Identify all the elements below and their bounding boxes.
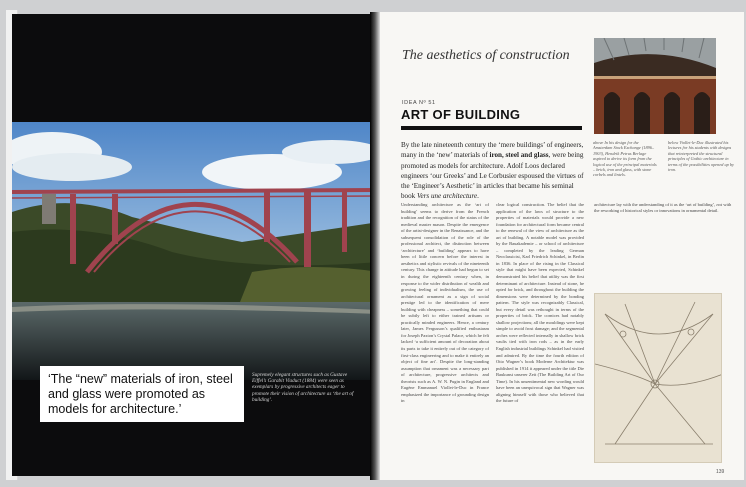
idea-label: IDEA Nº 51	[402, 100, 436, 106]
intro-text: By the late nineteenth century the ‘mere buildings’ of engineers, many in the ‘new’ materials of	[401, 141, 584, 160]
viaduct-photo	[12, 122, 379, 380]
viaduct-caption: Supremely elegant structures such as Gustave Eiffel’s Garabit Viaduct (1884) were seen as exemplars by progressive architects eager to promote their vision of architecture as ‘the art of building’.	[252, 372, 354, 403]
stock-exchange-photo	[594, 38, 716, 134]
open-book	[6, 6, 744, 484]
intro-bold-materials: iron, steel and glass	[489, 151, 549, 160]
article-title: ART OF BUILDING	[401, 107, 521, 122]
left-page	[12, 14, 379, 476]
intro-book-title: Vers une architecture	[416, 192, 478, 201]
gothic-vault-drawing	[594, 293, 722, 463]
pull-quote: ‘The “new” materials of iron, steel and glass were promoted as models for architecture.’	[40, 366, 244, 422]
caption-stock-exchange: above In his design for the Amsterdam Stock Exchange (1896–1903), Hendrik Petrus Berlage aspired to derive its form from the logical use of the principal materials – brick, iron and glass, with stone corbels and lintels.	[593, 140, 657, 178]
page-number: 139	[716, 469, 725, 475]
intro-text: , were being promoted as models for architecture. Adolf Loos declared engineers ‘our Greeks’ and Le Corbusier espoused the virtues of the ‘Engineer’s Aesthetic’ in articles that became his seminal book	[401, 151, 584, 201]
intro-text: .	[477, 192, 479, 201]
body-column-a: Understanding architecture as the ‘art of building’ seems to derive from the French tradition and the recognition of the status of the medieval master mason. Despite the emergence of the artist-designer in the Renaissance, and the subsequent consolidation of the role of the professional architect, the distinction between ‘architecture’ and ‘building’ appears to have been of little concern before the interest in aesthetics and stylistic revivals of the nineteenth century. This change in attitude had begun to set in during the eighteenth century when, in response to the wider distribution of wealth and growing feeling of individualism, the use of architectural ornament as a sign of social prestige led to the identification of mere building with cheapness – something that could be subtly left to either trained artisans or practically minded engineers. Hence, a century later, James Fergusson’s qualified enthusiasm for Joseph Paxton’s Crystal Palace, which he felt lacked ‘a sufficient amount of decoration about its parts to take it entirely out of the category of first-class engineering and to make it entirely an object of fine art’. Despite the long-standing assumption that ornament was a necessary part of architecture, progressive architects and theorists such as A. W. N. Pugin in England and Eugène Emmanuel Viollet-le-Duc in France emphasized the importance of grounding design in	[401, 202, 489, 404]
caption-viollet-le-duc: below Viollet-le-Duc illustrated his lectures for his students with designs that reinterpreted the structural principles of Gothic architecture in terms of the possibilities opened up by iron.	[668, 140, 734, 173]
body-text: architecture lay with the understanding of it as the ‘art of building’,	[594, 202, 717, 207]
body-column-c	[594, 202, 734, 214]
section-title: The aesthetics of construction	[402, 48, 570, 63]
intro-paragraph	[401, 140, 587, 202]
title-rule	[401, 126, 582, 130]
right-page	[380, 12, 744, 480]
body-text: with the reworking of historical styles or innovations in ornamental detail.	[594, 202, 732, 214]
body-column-b: clear logical construction. The belief that the application of the laws of structure to the properties of materials would provide a new foundation for architectural form became central to the renewal of the view of architecture as the art of building. A notable model was provided by the Bauakademie – or school of architecture – completed by the leading German Neoclassicist, Karl Friedrich Schinkel, in Berlin in 1836. In place of the rising in the Classical style that might have been expected, Schinkel demonstrated his belief that utility was the first determinant of architecture. Instead of stone, he opted for brick, and throughout the building the dimensions were determined by the bonding pattern. The style was recognizably Classical, but every detail was rethought in terms of the properties of brick. The cornices had notably shallow projections; all the mouldings were kept simple to avoid frost damage; and the segmental arches were reflected internally in shallow brick vaults tied with iron rods – as in the early English industrial buildings Schinkel had visited and admired. By the time the fourth edition of Otto Wagner’s book Moderne Architektur was published in 1914 it appeared under the title Die Baukunst unserer Zeit (The Building Art of Our Time). In his unsentimental new wording would have been an unequivocal sign that Wagner was aligning himself with those who believed that the future of	[496, 202, 584, 404]
body-emphasis: not	[716, 202, 723, 207]
